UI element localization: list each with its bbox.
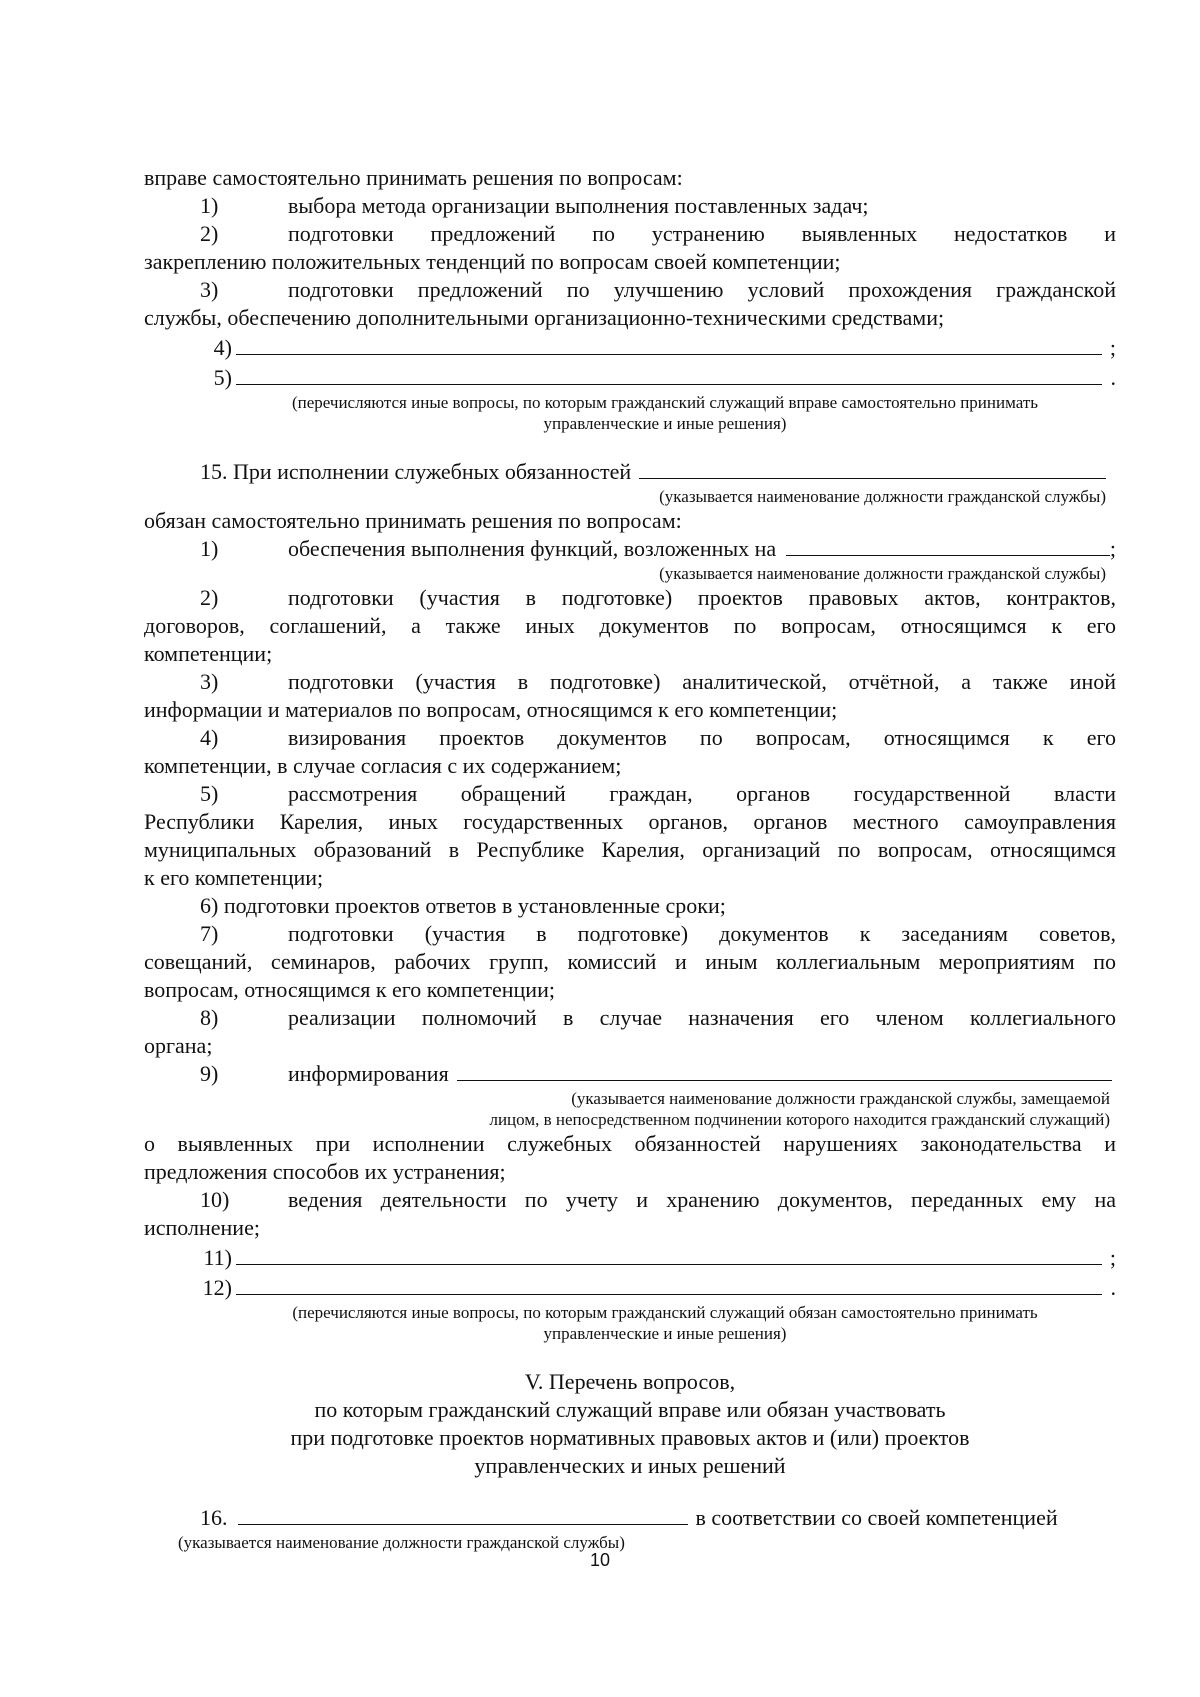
- hint-caption: (указывается наименование должности гражданской службы): [178, 1533, 625, 1552]
- p16-line: [144, 1504, 1116, 1532]
- list-item: [144, 535, 1116, 563]
- fill-in-blank[interactable]: [236, 1242, 1102, 1265]
- list-item: [144, 1004, 1116, 1032]
- item-number: 5): [200, 781, 219, 806]
- list-item: [144, 584, 1116, 612]
- item-number: 4): [200, 725, 219, 750]
- item-number: 1): [200, 536, 219, 561]
- fill-in-blank[interactable]: [238, 1504, 688, 1525]
- fill-in-blank[interactable]: [236, 362, 1102, 385]
- blank-item-line: [144, 362, 1116, 392]
- item-text: информирования: [288, 1061, 449, 1086]
- page-number: 10: [589, 1550, 611, 1570]
- list-item: [144, 1060, 1116, 1088]
- item-continuation: компетенции;: [144, 641, 273, 666]
- item-continuation: информации и материалов по вопросам, относящимся к его компетенции;: [144, 697, 838, 722]
- fill-in-blank[interactable]: [236, 332, 1102, 355]
- line-end-punct: .: [1110, 1275, 1116, 1300]
- fill-in-blank[interactable]: [457, 1060, 1112, 1081]
- list-item: [144, 276, 1116, 304]
- fill-in-blank[interactable]: [236, 1272, 1102, 1295]
- item-number: 7): [200, 921, 219, 946]
- item-text: выбора метода организации выполнения поставленных задач;: [288, 193, 869, 218]
- item-continuation: службы, обеспечению дополнительными организационно-техническими средствами;: [144, 305, 945, 330]
- fill-in-blank[interactable]: [786, 535, 1110, 556]
- item-text: реализации полномочий в случае назначения его членом коллегиального: [288, 1005, 1116, 1030]
- blank-item-line: [144, 1242, 1116, 1272]
- list-item: [144, 668, 1116, 696]
- p15-lead: 15. При исполнении служебных обязанностей: [200, 459, 632, 484]
- line-end-punct: ;: [1109, 335, 1116, 360]
- item-text: рассмотрения обращений граждан, органов государственной власти: [288, 781, 1116, 806]
- item-text: подготовки предложений по улучшению условий прохождения гражданской: [288, 277, 1116, 302]
- item-number: 1): [200, 193, 219, 218]
- fill-in-blank[interactable]: [639, 458, 1106, 479]
- item-continuation: о выявленных при исполнении служебных обязанностей нарушениях законодательства и: [144, 1131, 1116, 1156]
- item-number: 8): [200, 1005, 219, 1030]
- line-end-punct: .: [1110, 365, 1116, 390]
- item-number: 11): [203, 1245, 232, 1270]
- list-item: [144, 192, 1116, 220]
- item-number: 4): [213, 335, 232, 360]
- item-continuation: вопросам, относящимся к его компетенции;: [144, 977, 555, 1002]
- item-continuation: Республики Карелия, иных государственных органов, органов местного самоуправления: [144, 809, 1116, 834]
- item-continuation: закреплению положительных тенденций по вопросам своей компетенции;: [144, 249, 841, 274]
- hint-caption: (перечисляются иные вопросы, по которым гражданский служащий обязан самостоятельно принимать: [292, 1303, 1038, 1322]
- item-continuation: договоров, соглашений, а также иных документов по вопросам, относящимся к его: [144, 613, 1116, 638]
- hint-caption: лицом, в непосредственном подчинении которого находится гражданский служащий): [489, 1110, 1110, 1129]
- item-text: визирования проектов документов по вопросам, относящимся к его: [288, 725, 1116, 750]
- list-item: [144, 780, 1116, 808]
- section-heading: при подготовке проектов нормативных правовых актов и (или) проектов: [290, 1425, 970, 1450]
- item-continuation: предложения способов их устранения;: [144, 1159, 506, 1184]
- blank-item-line: [144, 1272, 1116, 1302]
- list-item: 6) подготовки проектов ответов в установленные сроки;: [200, 893, 726, 918]
- item-number: 10): [200, 1187, 230, 1212]
- item-continuation: органа;: [144, 1033, 213, 1058]
- p14-intro-end: вправе самостоятельно принимать решения по вопросам:: [144, 165, 683, 190]
- hint-caption: (перечисляются иные вопросы, по которым гражданский служащий вправе самостоятельно принимать: [291, 393, 1039, 412]
- p15-intro-end: обязан самостоятельно принимать решения по вопросам:: [144, 508, 682, 533]
- section-heading: по которым гражданский служащий вправе или обязан участвовать: [314, 1397, 946, 1422]
- list-item: [144, 220, 1116, 248]
- document-page: [144, 164, 1116, 1553]
- item-text: подготовки (участия в подготовке) аналитической, отчётной, а также иной: [288, 669, 1116, 694]
- hint-caption: управленческие и иные решения): [543, 1324, 787, 1343]
- line-end-punct: ;: [1109, 1245, 1116, 1270]
- item-continuation: исполнение;: [144, 1215, 260, 1240]
- list-item: [144, 920, 1116, 948]
- line-end-punct: ;: [1109, 536, 1116, 561]
- hint-caption: (указывается наименование должности гражданской службы): [659, 564, 1106, 583]
- section-heading: управленческих и иных решений: [474, 1453, 786, 1478]
- hint-caption: (указывается наименование должности гражданской службы, замещаемой: [571, 1089, 1110, 1108]
- item-text: ведения деятельности по учету и хранению документов, переданных ему на: [288, 1187, 1116, 1212]
- item-text: подготовки (участия в подготовке) проектов правовых актов, контрактов,: [288, 585, 1116, 610]
- item-number: 12): [202, 1275, 232, 1300]
- item-continuation: к его компетенции;: [144, 865, 324, 890]
- list-item: [144, 1186, 1116, 1214]
- hint-caption: управленческие и иные решения): [543, 414, 787, 433]
- item-text: подготовки (участия в подготовке) документов к заседаниям советов,: [288, 921, 1116, 946]
- p15-lead-line: [144, 458, 1116, 486]
- item-line: [288, 535, 1116, 563]
- item-continuation: совещаний, семинаров, рабочих групп, комиссий и иным коллегиальным мероприятиям по: [144, 949, 1116, 974]
- item-number: 3): [200, 277, 219, 302]
- p16-tail: в соответствии со своей компетенцией: [695, 1505, 1058, 1530]
- item-text: обеспечения выполнения функций, возложенных на: [288, 536, 777, 561]
- item-continuation: компетенции, в случае согласия с их содержанием;: [144, 753, 622, 778]
- item-line: [288, 1060, 1116, 1088]
- item-continuation: муниципальных образований в Республике Карелия, организаций по вопросам, относящимся: [144, 837, 1116, 862]
- item-number: 2): [200, 585, 219, 610]
- section-heading: V. Перечень вопросов,: [524, 1369, 736, 1394]
- item-number: 3): [200, 669, 219, 694]
- item-number: 9): [200, 1061, 219, 1086]
- hint-caption: (указывается наименование должности гражданской службы): [659, 487, 1106, 506]
- item-number: 2): [200, 221, 219, 246]
- item-text: подготовки предложений по устранению выявленных недостатков и: [288, 221, 1116, 246]
- item-number: 5): [213, 365, 232, 390]
- blank-item-line: [144, 332, 1116, 362]
- item-number: 16.: [200, 1505, 228, 1530]
- list-item: [144, 724, 1116, 752]
